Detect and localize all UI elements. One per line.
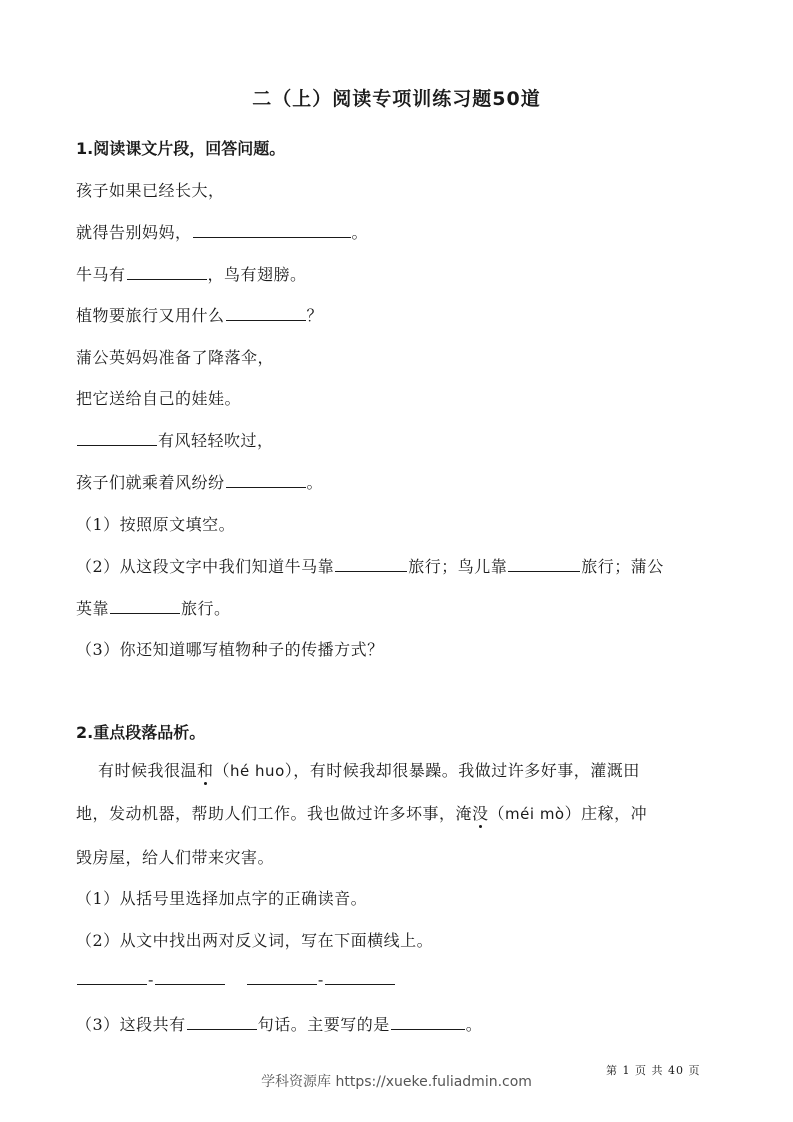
dotted-char: 和: [197, 761, 214, 780]
antonym-blanks: - -: [76, 970, 396, 989]
fill-blank[interactable]: [110, 599, 180, 614]
poem-line-4: 植物要旅行又用什么 ？: [76, 306, 324, 325]
poem-line-6: 把它送给自己的娃娃。: [76, 389, 242, 408]
fill-blank[interactable]: [155, 970, 225, 985]
fill-blank[interactable]: [77, 970, 147, 985]
fill-blank[interactable]: [226, 473, 306, 488]
fill-blank[interactable]: [335, 557, 407, 572]
passage-line-2: 地，发动机器，帮助人们工作。我也做过许多坏事，淹没（méi mò）庄稼，冲: [76, 804, 648, 823]
poem-line-7: 有风轻轻吹过，: [76, 428, 274, 451]
dotted-char: 没: [472, 804, 489, 823]
fill-blank[interactable]: [127, 265, 207, 280]
question-2-heading: 2.重点段落品析。: [76, 723, 206, 742]
fill-blank[interactable]: [247, 970, 317, 985]
question-1-heading: 1.阅读课文片段，回答问题。: [76, 139, 286, 158]
watermark-text: 学科资源库 https://xueke.fuliadmin.com: [261, 1074, 532, 1090]
poem-line-8: 孩子们就乘着风纷纷 。: [76, 473, 324, 492]
poem-line-1: 孩子如果已经长大，: [76, 181, 225, 200]
poem-line-5: 蒲公英妈妈准备了降落伞，: [76, 348, 275, 367]
sub-question-2: （2）从这段文字中我们知道牛马靠 旅行；鸟儿靠 旅行；蒲公: [76, 557, 664, 576]
passage-line-3: 毁房屋，给人们带来灾害。: [76, 848, 275, 867]
sub-question-1: （1）从括号里选择加点字的正确读音。: [76, 889, 368, 908]
poem-line-3: 牛马有 ，鸟有翅膀。: [76, 265, 307, 284]
page-number: 第 1 页 共 40 页: [606, 1064, 701, 1077]
fill-blank[interactable]: [193, 223, 351, 238]
fill-blank[interactable]: [77, 431, 157, 446]
poem-line-2: 就得告别妈妈， 。: [76, 223, 369, 242]
pinyin-options: méi mò: [505, 805, 565, 823]
passage-line-1: 有时候我很温和（hé huo），有时候我却很暴躁。我做过许多好事，灌溉田: [98, 761, 640, 780]
sub-question-1: （1）按照原文填空。: [76, 515, 236, 534]
sub-question-2: （2）从文中找出两对反义词，写在下面横线上。: [76, 931, 434, 950]
fill-blank[interactable]: [391, 1015, 465, 1030]
page-title: 二（上）阅读专项训练习题50道: [252, 88, 541, 110]
sub-question-2-cont: 英靠 旅行。: [76, 599, 231, 618]
fill-blank[interactable]: [187, 1015, 257, 1030]
sub-question-3: （3）你还知道哪写植物种子的传播方式？: [76, 640, 384, 659]
fill-blank[interactable]: [226, 306, 306, 321]
fill-blank[interactable]: [325, 970, 395, 985]
fill-blank[interactable]: [508, 557, 580, 572]
pinyin-options: hé huo: [230, 762, 285, 780]
sub-question-3: （3）这段共有 句话。主要写的是 。: [76, 1015, 483, 1034]
